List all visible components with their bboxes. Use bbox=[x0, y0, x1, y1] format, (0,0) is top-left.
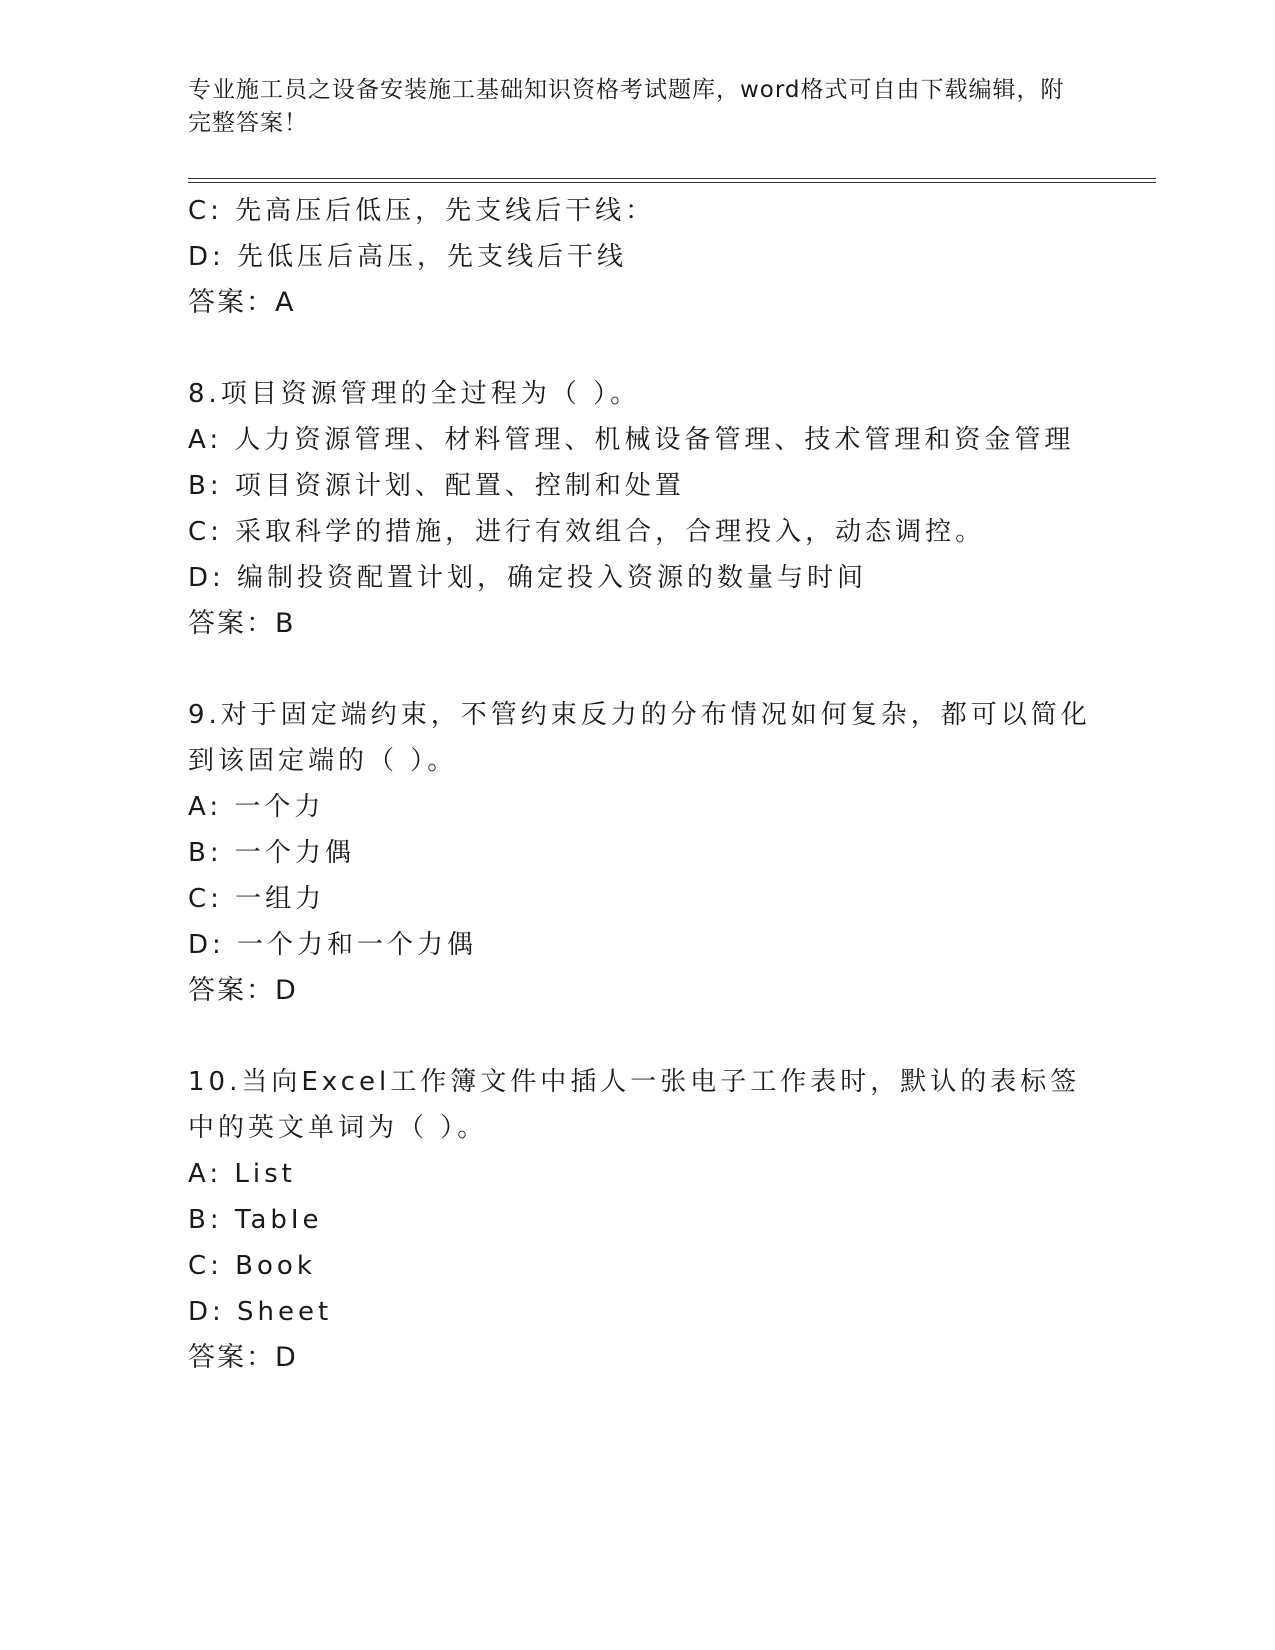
option-c: C: 采取科学的措施，进行有效组合，合理投入，动态调控。 bbox=[188, 517, 986, 547]
header-divider bbox=[188, 178, 1156, 183]
question-10 bbox=[188, 1059, 1108, 1381]
option-d: D: 一个力和一个力偶 bbox=[188, 930, 478, 960]
option-b: B: 项目资源计划、配置、控制和处置 bbox=[188, 471, 685, 501]
option-d: D: 编制投资配置计划，确定投入资源的数量与时间 bbox=[188, 563, 868, 593]
option-d: D: 先低压后高压，先支线后干线 bbox=[188, 242, 628, 272]
question-8 bbox=[188, 371, 1108, 647]
partial-question bbox=[188, 188, 1108, 326]
answer: 答案：D bbox=[188, 1342, 298, 1373]
answer: 答案：D bbox=[188, 975, 298, 1006]
page-header: 专业施工员之设备安装施工基础知识资格考试题库，word格式可自由下载编辑，附完整答案！ bbox=[188, 77, 1065, 136]
question-title: 8.项目资源管理的全过程为（ ）。 bbox=[188, 379, 641, 409]
option-c: C: Book bbox=[188, 1251, 316, 1281]
question-title: 10.当向Excel工作簿文件中插人一张电子工作表时，默认的表标签中的英文单词为（ ）。 bbox=[188, 1067, 1081, 1143]
option-c: C: 先高压后低压，先支线后干线： bbox=[188, 196, 656, 226]
spacer bbox=[188, 1014, 1108, 1059]
option-b: B: 一个力偶 bbox=[188, 838, 355, 868]
option-a: A: 人力资源管理、材料管理、机械设备管理、技术管理和资金管理 bbox=[188, 425, 1075, 455]
option-b: B: TabIe bbox=[188, 1205, 323, 1235]
spacer bbox=[188, 647, 1108, 692]
question-9 bbox=[188, 692, 1108, 1014]
option-a: A: 一个力 bbox=[188, 792, 325, 822]
option-a: A: List bbox=[188, 1159, 296, 1189]
answer: 答案：A bbox=[188, 287, 296, 318]
document-body bbox=[188, 188, 1108, 1381]
answer: 答案：B bbox=[188, 608, 296, 639]
spacer bbox=[188, 326, 1108, 371]
option-d: D: Sheet bbox=[188, 1297, 333, 1327]
question-title: 9.对于固定端约束，不管约束反力的分布情况如何复杂，都可以简化到该固定端的（ ）。 bbox=[188, 700, 1091, 776]
option-c: C: 一组力 bbox=[188, 884, 326, 914]
